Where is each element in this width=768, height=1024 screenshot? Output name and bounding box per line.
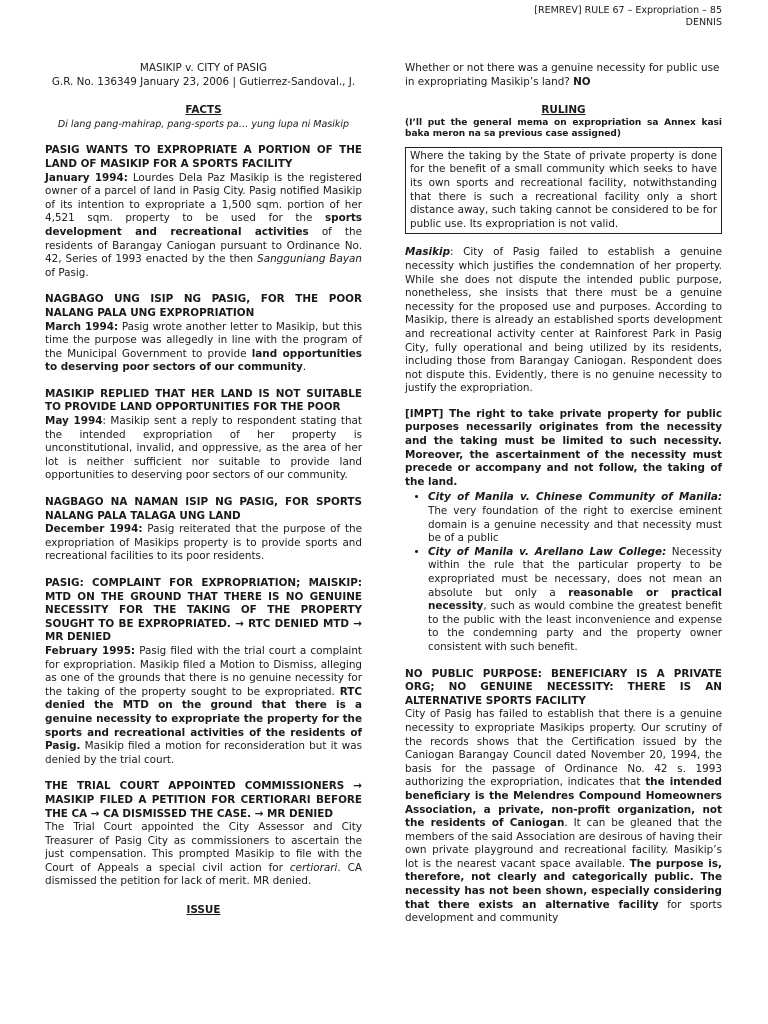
list-item: • City of Manila v. Arellano Law College: Necessity within the rule that the particular property to be expropriated must be necessary, does not mean an absolute but only a reasonable or practical necessity, such as would combine the greatest benefit to the public with the least inconvenience and expense to the condemning party and the property owner consistent with such benefit. [428,546,722,655]
left-column [45,62,362,918]
heading-6: THE TRIAL COURT APPOINTED COMMISSIONERS → MASIKIP FILED A PETITION FOR CERTIORARI BEFORE THE CA → CA DISMISSED THE CASE. → MR DENIED [45,780,362,820]
page-header [534,5,722,29]
doctrine-text: Where the taking by the State of private property is done for the benefit of a small community which seeks to have its own sports and recreational facility, notwithstanding that there is such a recreational facility only a short distance away, such taking cannot be considered to be for public use. Its expropriation is not valid. [410,149,717,230]
heading-2: NAGBAGO UNG ISIP NG PASIG, FOR THE POOR NALANG PALA UNG EXPROPRIATION [45,293,362,319]
paragraph-6: The Trial Court appointed the City Assessor and City Treasurer of Pasig City as commissioners to ascertain the just compensation. This prompted Masikip to file with the Court of Appeals a special civil action for certiorari. CA dismissed the petition for lack of merit. MR denied. [45,821,362,888]
paragraph-7: City of Pasig has failed to establish that there is a genuine necessity to expropriate Masikips property. Our scrutiny of the records shows that the Certification issued by the Caniogan Barangay Council dated November 20, 1994, the basis for the passage of Ordinance No. 42 s. 1993 authorizing the expropriation, indicates that the intended beneficiary is the Melendres Compound Homeowners Association, a private, non-profit organization, not the residents of Caniogan. It can be gleaned that the members of the said Association are desirous of having their own private playground and recreational facility. Masikip’s lot is the nearest vacant space available. The purpose is, therefore, not clearly and categorically public. The necessity has not been shown, especially considering that there exists an alternative facility for sports development and community [405,708,722,925]
heading-3: MASIKIP REPLIED THAT HER LAND IS NOT SUITABLE TO PROVIDE LAND OPPORTUNITIES FOR THE POOR [45,387,362,414]
header-author: DENNIS [685,17,722,28]
paragraph-1: January 1994: Lourdes Dela Paz Masikip is the registered owner of a parcel of land in Pasig City. Pasig notified Masikip of its intention to expropriate a 1,500 sqm. portion of her 4,521 sqm. property to be used for the sports development and recreational activities of the residents of Barangay Caniogan pursuant to Ordinance No. 42, Series of 1993 enacted by the then Sangguniang Bayan of Pasig. [45,171,363,279]
paragraph-2: March 1994: Pasig wrote another letter to Masikip, but this time the purpose was allegedly in line with the program of the Municipal Government to provide land opportunities to deserving poor sectors of our community. [45,320,362,374]
right-column [405,62,722,926]
masikip-argument: Masikip: City of Pasig failed to establish a genuine necessity which justifies the condemnation of her property. While she does not dispute the intended public purpose, nonetheless, she insists that there must be a genuine necessity for the proposed use and purposes. According to Masikip, there is already an established sports development and recreational activity center at Rainforest Park in Pasig City, fully operational and being utilized by its residents, including those from Barangay Caniogan. Respondent does not dispute this. Evidently, there is no genuine necessity to justify the expropriation. [405,246,722,395]
heading-1: PASIG WANTS TO EXPROPRIATE A PORTION OF THE LAND OF MASIKIP FOR A SPORTS FACILITY [45,144,362,170]
header-rule: [REMREV] RULE 67 – Expropriation – 85 [534,5,722,16]
list-item: • City of Manila v. Chinese Community of Manila: The very foundation of the right to exercise eminent domain is a genuine necessity and that necessity must be of a public [428,491,722,545]
issue-text: Whether or not there was a genuine necessity for public use in expropriating Masikip’s land? NO [405,62,720,88]
issue-heading: ISSUE [186,904,221,917]
case-citation: G.R. No. 136349 January 23, 2006 | Gutierrez-Sandoval., J. [51,75,356,88]
paragraph-5: February 1995: Pasig filed with the trial court a complaint for expropriation. Masikip filed a Motion to Dismiss, alleging as one of the grounds that there is no genuine necessity for the taking of the property sought to be expropriated. RTC denied the MTD on the ground that there is a genuine necessity to expropriate the property for the sports and recreational activities of the residents of Pasig. Masikip filed a motion for reconsideration but it was denied by the trial court. [45,644,362,766]
paragraph-3: May 1994: Masikip sent a reply to respondent stating that the intended expropriation of her property is unconstitutional, invalid, and oppressive, as the area of her lot is neither sufficient nor suitable to provide land opportunities to deserving poor sectors of our community. [45,415,362,482]
ruling-heading: RULING [541,104,586,117]
facts-tagline: Di lang pang-mahirap, pang-sports pa… yung lupa ni Masikip [57,118,350,130]
case-title: MASIKIP v. CITY of PASIG [139,62,268,74]
paragraph-4: December 1994: Pasig reiterated that the purpose of the expropriation of Masikips property is to provide sports and recreational facilities to its poor residents. [45,523,362,563]
heading-7: NO PUBLIC PURPOSE: BENEFICIARY IS A PRIVATE ORG; NO GENUINE NECESSITY: THERE IS AN ALTERNATIVE SPORTS FACILITY [405,667,722,707]
heading-4: NAGBAGO NA NAMAN ISIP NG PASIG, FOR SPORTS NALANG PALA TALAGA UNG LAND [45,496,362,522]
heading-5: PASIG: COMPLAINT FOR EXPROPRIATION; MAISKIP: MTD ON THE GROUND THAT THERE IS NO GENUINE NECESSITY FOR THE TAKING OF THE PROPERTY SOUGHT TO BE EXPROPRIATED. → RTC DENIED MTD → MR DENIED [45,577,362,644]
case-list [405,491,722,654]
ruling-note: (I’ll put the general mema on expropriation sa Annex kasi baka meron na sa previous case assigned) [405,117,722,140]
doctrine-box [405,147,722,235]
important-doctrine: [IMPT] The right to take private property for public purposes necessarily originates from the necessity and the taking must be limited to such necessity. Moreover, the ascertainment of the necessity must precede or accompany and not follow, the taking of the land. [405,407,722,488]
facts-heading: FACTS [185,104,222,117]
